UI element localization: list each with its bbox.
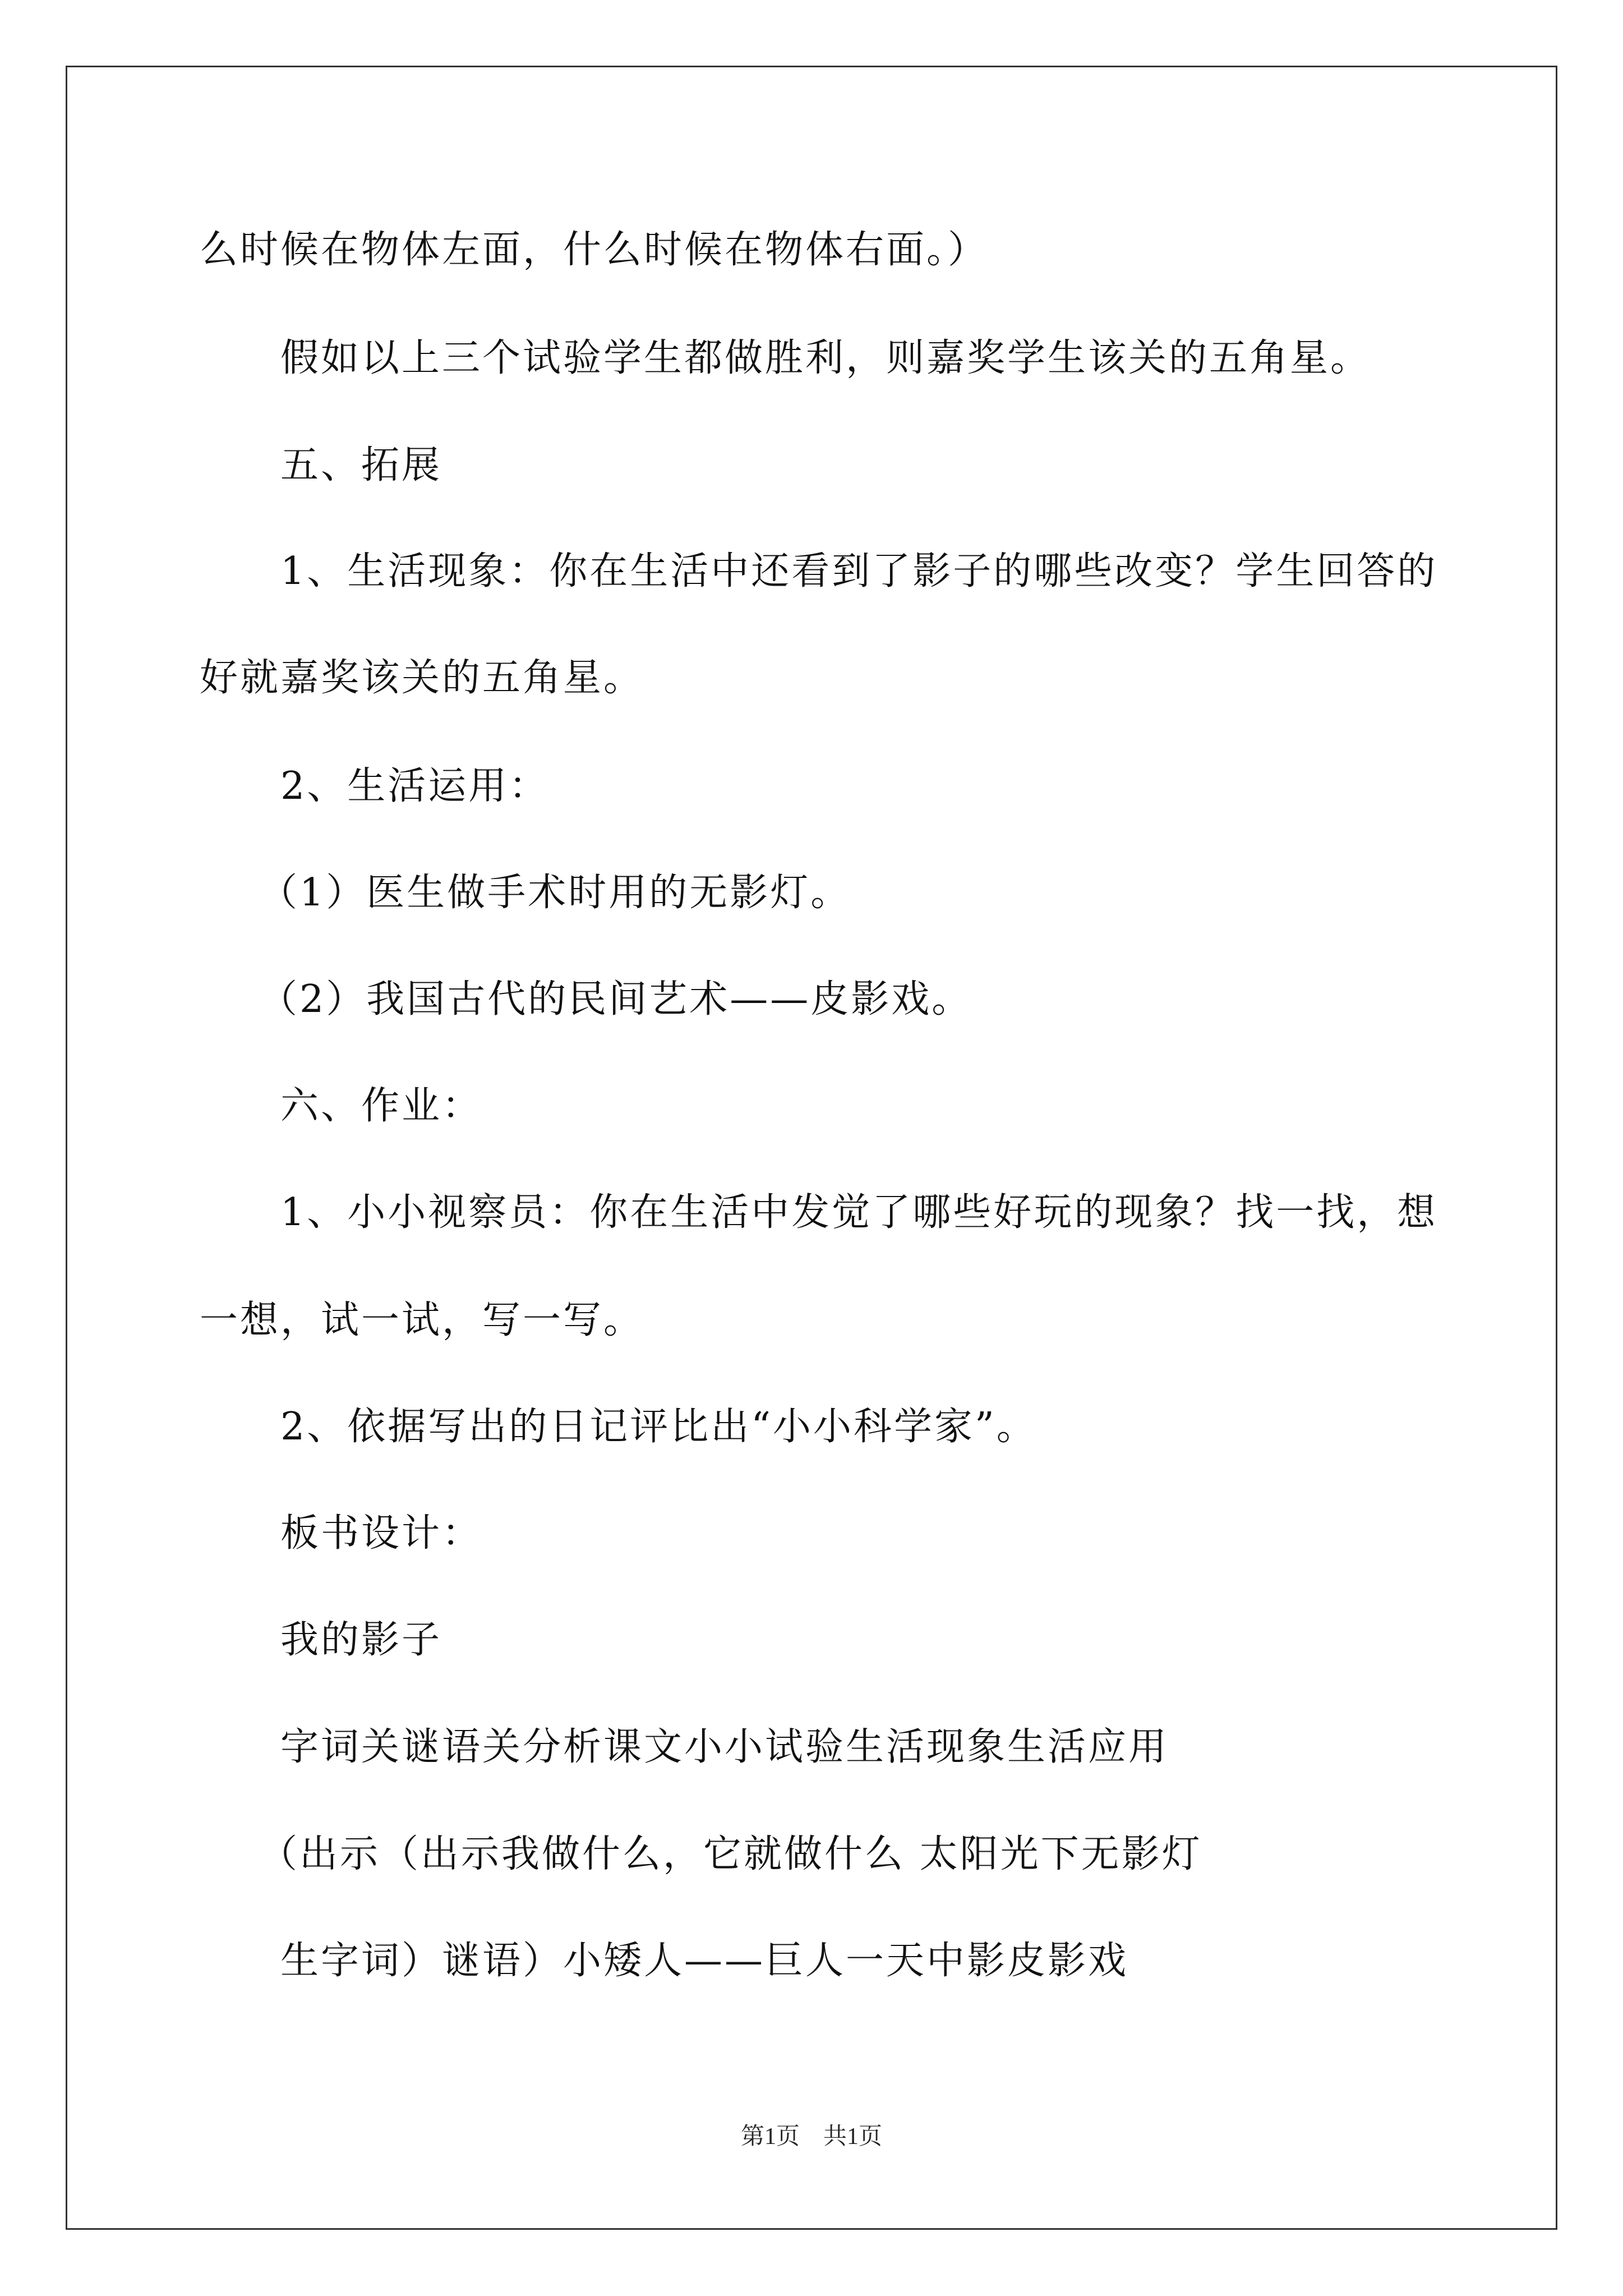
- text-line-17: 生字词）谜语）小矮人——巨人一天中影皮影戏: [280, 1939, 1129, 1983]
- text-line-1: 么时候在物体左面，什么时候在物体右面。）: [200, 228, 989, 272]
- text-line-11: 一想，试一试，写一写。: [200, 1298, 644, 1342]
- section-heading-homework: 六、作业：: [280, 1084, 483, 1128]
- text-line-4: 1、生活现象：你在生活中还看到了影子的哪些改变？学生回答的: [280, 549, 1438, 593]
- section-heading-expansion: 五、拓展: [280, 443, 442, 487]
- page-border: [66, 66, 1557, 2230]
- text-line-6: 2、生活运用：: [280, 764, 550, 808]
- text-line-10: 1、小小视察员：你在生活中发觉了哪些好玩的现象？找一找，想: [280, 1190, 1438, 1235]
- text-line-15: 字词关谜语关分析课文小小试验生活现象生活应用: [280, 1725, 1169, 1769]
- text-line-16: （出示（出示我做什么，它就做什么 太阳光下无影灯: [259, 1832, 1202, 1876]
- section-heading-board-design: 板书设计：: [280, 1511, 483, 1556]
- text-line-7: （1）医生做手术时用的无影灯。: [259, 871, 851, 915]
- text-line-2: 假如以上三个试验学生都做胜利，则嘉奖学生该关的五角星。: [280, 336, 1371, 380]
- page-number-footer: 第1页 共1页: [740, 2124, 882, 2150]
- text-line-8: （2）我国古代的民间艺术——皮影戏。: [259, 977, 972, 1022]
- text-line-12: 2、依据写出的日记评比出“小小科学家”。: [280, 1405, 1037, 1449]
- text-line-5: 好就嘉奖该关的五角星。: [200, 656, 644, 700]
- text-line-14: 我的影子: [280, 1618, 442, 1662]
